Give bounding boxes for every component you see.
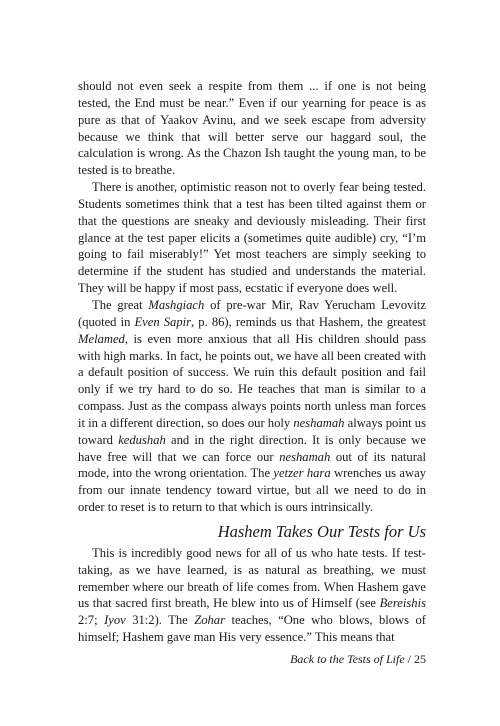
text-run: always point us toward [78,415,426,447]
italic-term: Even Sapir [134,314,192,329]
footer-separator: / [404,652,414,666]
text-run: should not even seek a respite from them ... if one is not being tested, the End must be near.” Even if our yearning for peace is as pure as that of Yaakov Avinu, and we seek escape from adversity because we think that will better serve our haggard soul, the calculation is wrong. As the Chazon Ish taught the young man, to be tested is to breathe. [78,79,426,178]
paragraph-3 [78,297,426,516]
paragraph-4 [78,545,426,646]
italic-term: Bereishis [379,596,426,611]
text-run: 31:2). The [125,613,195,628]
running-footer [290,652,426,667]
italic-term: yetzer hara [273,466,331,481]
italic-term: Zohar [194,613,225,628]
page-number: 25 [414,652,426,666]
book-page [78,78,426,646]
text-run: of pre-war Mir, Rav Yerucham Levovitz (quoted in [78,297,427,329]
italic-term: Melamed [78,331,125,346]
italic-term: Mashgiach [148,297,205,312]
text-run: 2:7; [78,613,105,628]
italic-term: kedushah [118,432,166,447]
paragraph-1 [78,78,426,179]
text-run: , p. 86), reminds us that Hashem, the greatest [191,314,426,329]
section-heading: Hashem Takes Our Tests for Us [217,521,426,541]
text-run: This is incredibly good news for all of us who hate tests. If test-taking, as we have learned, is as natural as breathing, we must remember where our breath of life comes from. When Hashem gave us that sacred first breath, He blew into us of Himself (see [78,545,426,611]
footer-book-title: Back to the Tests of Life [290,652,405,666]
italic-term: neshamah [279,449,331,464]
text-run: teaches, “One who blows, blows of himself; Hashem gave man His very essence.” This means that [78,613,427,645]
text-run: and in the right direction. It is only because we have free will that we can force our [78,432,426,464]
text-run: , is even more anxious that all His children should pass with high marks. In fact, he points out, we have all been created with a default position of success. We ruin this default position and fail only if we try hard to do so. He teaches that man is similar to a compass. Just as the compass always points north unless man forces it in a different direction, so does our holy [78,331,426,430]
text-run: out of its natural mode, into the wrong orientation. The [78,449,426,481]
text-run: wrenches us away from our innate tendency toward virtue, but all we need to do in order to reset is to return to that which is ours intrinsically. [78,466,426,515]
italic-term: Iyov [104,613,126,628]
paragraph-2 [78,179,426,297]
text-run: There is another, optimistic reason not to overly fear being tested. Students sometimes think that a test has been tilted against them or that the questions are sneaky and deviously misleading. Their first glance at the test paper elicits a (sometimes quite audible) cry, “I’m going to fail miserably!” Yet most teachers are simply seeking to determine if the student has studied and understands the material. They will be happy if most pass, ecstatic if everyone does well. [78,180,426,296]
italic-term: neshamah [293,415,345,430]
text-run: The great [92,297,149,312]
